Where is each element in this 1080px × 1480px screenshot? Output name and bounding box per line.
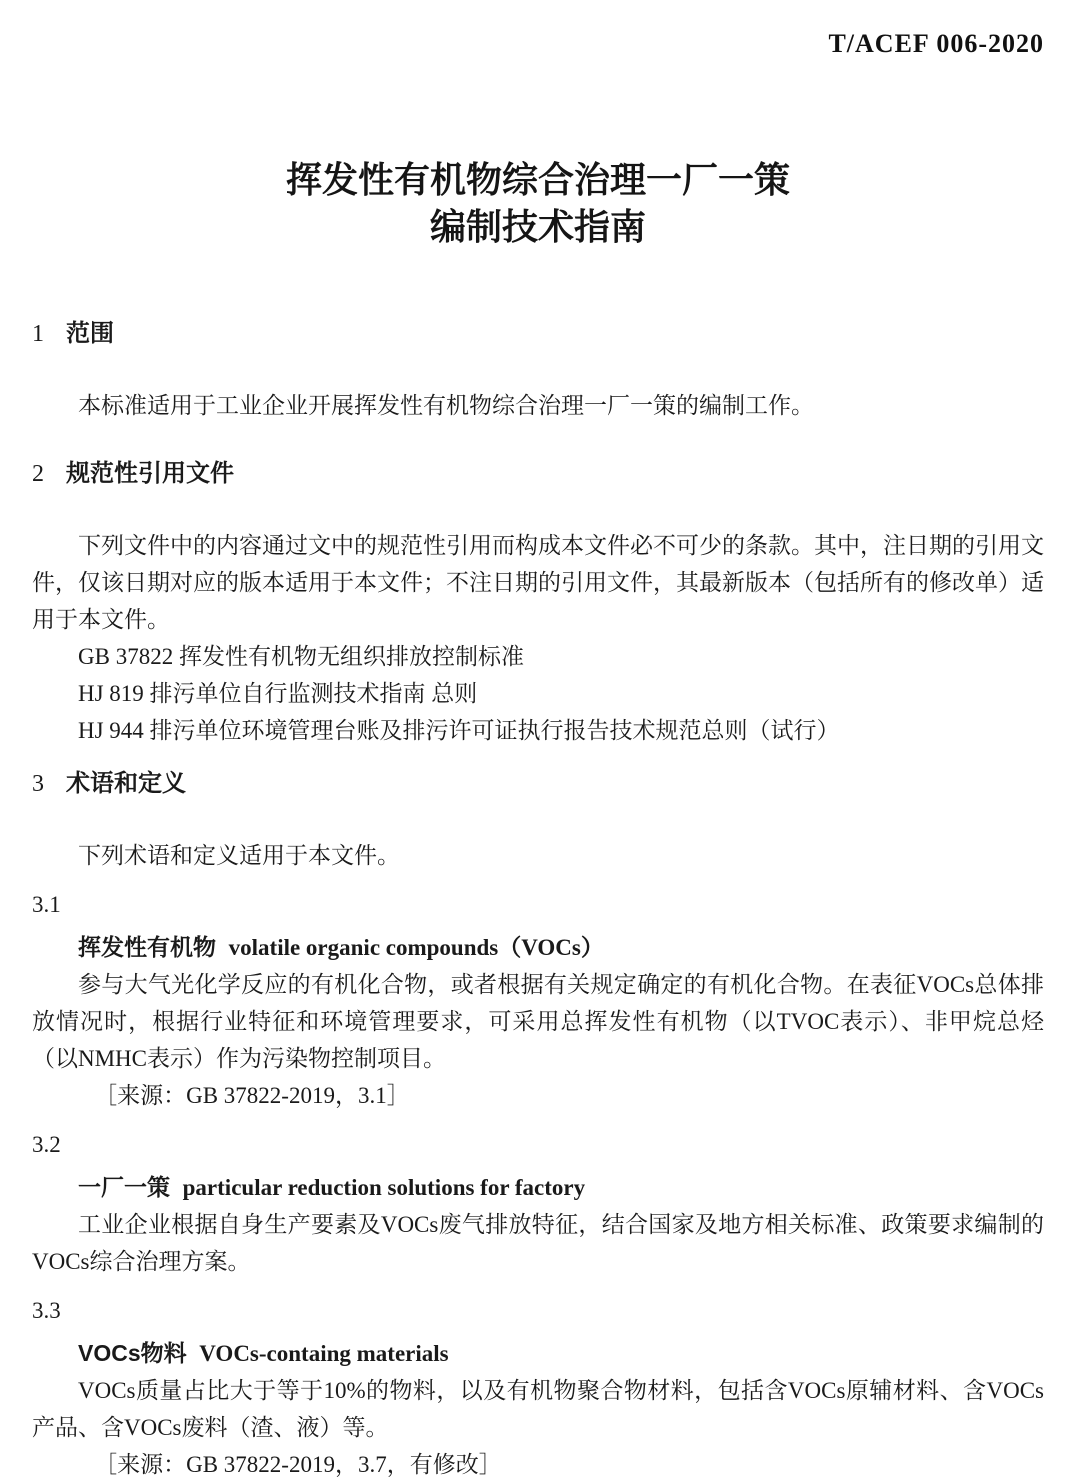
- terms-intro-paragraph: 下列术语和定义适用于本文件。: [78, 843, 400, 868]
- term-number: 3.3: [32, 1298, 61, 1323]
- section-number: 1: [32, 321, 44, 347]
- term-zh-label: VOCs物料: [78, 1340, 187, 1366]
- term-title-line: [32, 1335, 1044, 1372]
- section-heading-scope: [32, 314, 1044, 354]
- section-title: 术语和定义: [66, 770, 186, 797]
- term-block-3-2: [32, 1126, 1044, 1280]
- section-number: 3: [32, 771, 44, 797]
- term-title-line: [32, 1169, 1044, 1206]
- term-block-3-1: [32, 886, 1044, 1114]
- term-en-label: volatile organic compounds（VOCs）: [228, 935, 604, 960]
- term-definition: 参与大气光化学反应的有机化合物，或者根据有关规定确定的有机化合物。在表征VOCs总体排放情况时，根据行业特征和环境管理要求，可采用总挥发性有机物（以TVOC表示）、非甲烷总烃（以NMHC表示）作为污染物控制项目。: [32, 972, 1044, 1071]
- term-en-label: particular reduction solutions for factory: [182, 1175, 586, 1200]
- document-title-line1: 挥发性有机物综合治理一厂一策: [285, 159, 790, 200]
- reference-item-hj944: HJ 944 排污单位环境管理台账及排污许可证执行报告技术规范总则（试行）: [78, 718, 840, 743]
- section-title: 范围: [66, 320, 114, 347]
- scope-paragraph: 本标准适用于工业企业开展挥发性有机物综合治理一厂一策的编制工作。: [78, 393, 814, 418]
- reference-item-hj819: HJ 819 排污单位自行监测技术指南 总则: [78, 681, 478, 706]
- section-number: 2: [32, 461, 44, 487]
- term-en-label: VOCs-containg materials: [199, 1341, 449, 1366]
- doc-number: T/ACEF 006-2020: [828, 29, 1044, 58]
- term-block-3-3: [32, 1292, 1044, 1480]
- term-definition: 工业企业根据自身生产要素及VOCs废气排放特征，结合国家及地方相关标准、政策要求编制的VOCs综合治理方案。: [32, 1212, 1044, 1274]
- section-heading-terms: [32, 764, 1044, 804]
- term-source: ［来源：GB 37822-2019，3.7，有修改］: [94, 1452, 502, 1477]
- section-heading-normative-refs: [32, 454, 1044, 494]
- term-title-line: [32, 929, 1044, 966]
- section-title: 规范性引用文件: [66, 460, 234, 487]
- reference-item-gb37822: GB 37822 挥发性有机物无组织排放控制标准: [78, 644, 524, 669]
- term-number: 3.2: [32, 1132, 61, 1157]
- document-title: [32, 156, 1044, 250]
- term-number: 3.1: [32, 892, 61, 917]
- term-zh-label: 挥发性有机物: [78, 934, 216, 960]
- normative-refs-paragraph: 下列文件中的内容通过文中的规范性引用而构成本文件必不可少的条款。其中，注日期的引用文件，仅该日期对应的版本适用于本文件；不注日期的引用文件，其最新版本（包括所有的修改单）适用于本文件。: [32, 533, 1044, 632]
- term-source: ［来源：GB 37822-2019，3.1］: [94, 1083, 410, 1108]
- term-zh-label: 一厂一策: [78, 1174, 170, 1200]
- document-title-line2: 编制技术指南: [429, 206, 646, 247]
- term-definition: VOCs质量占比大于等于10%的物料，以及有机物聚合物材料，包括含VOCs原辅材料、含VOCs产品、含VOCs废料（渣、液）等。: [32, 1378, 1044, 1440]
